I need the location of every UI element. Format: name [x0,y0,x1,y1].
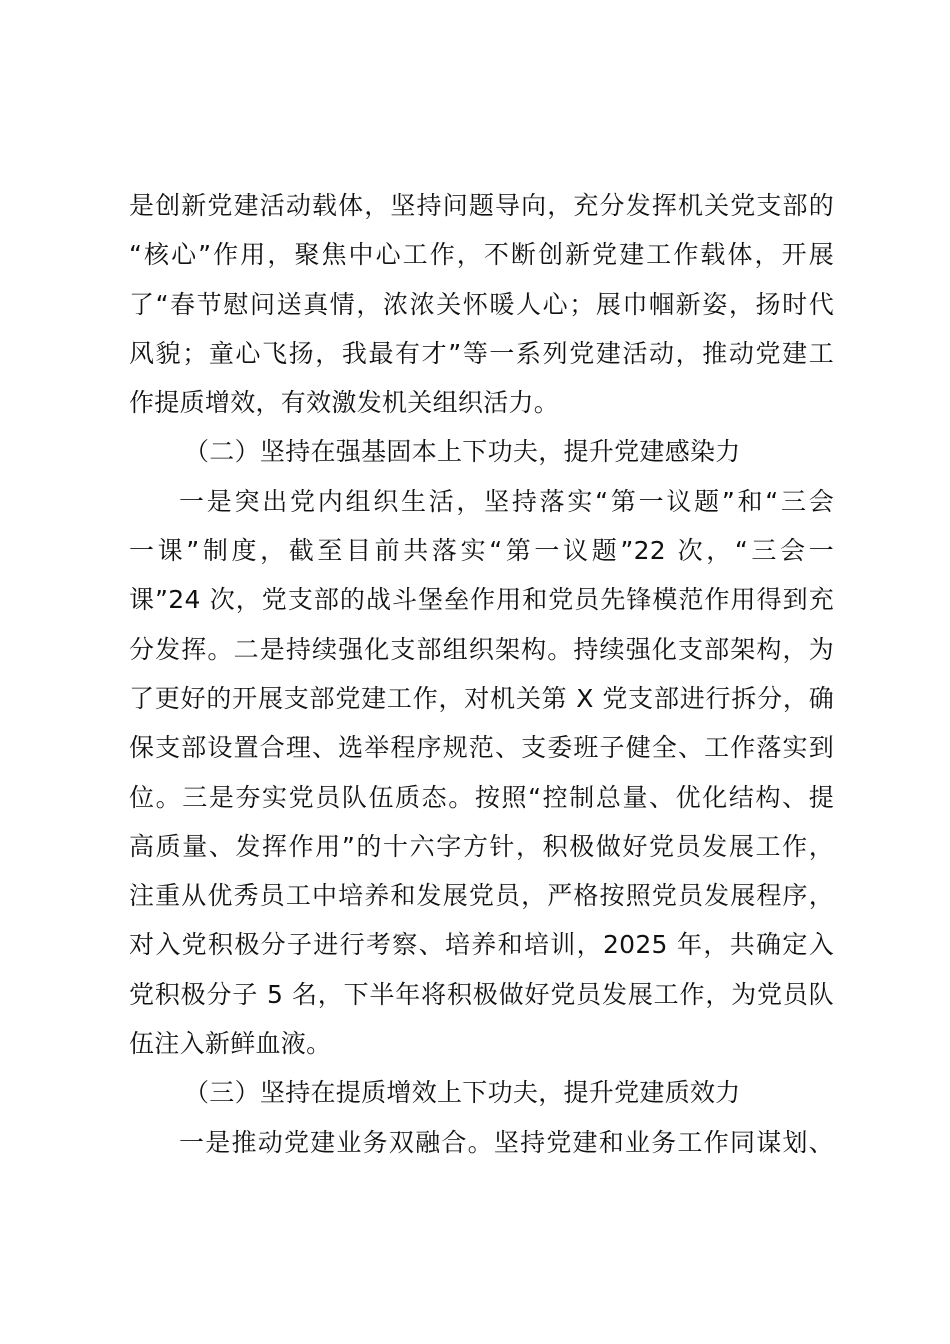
section-heading: （三）坚持在提质增效上下功夫，提升党建质效力 [184,1078,741,1108]
text-line: 分发挥。二是持续强化支部组织架构。持续强化支部架构，为 [129,634,834,664]
text-line: 高质量、发挥作用”的十六字方针，积极做好党员发展工作， [129,831,834,861]
text-line: 课”24 次，党支部的战斗堡垒作用和党员先锋模范作用得到充 [129,585,834,615]
section-heading: （二）坚持在强基固本上下功夫，提升党建感染力 [184,437,741,467]
text-line: 作提质增效，有效激发机关组织活力。 [129,388,560,418]
text-line: 伍注入新鲜血液。 [129,1029,332,1059]
text-line: “核心”作用，聚焦中心工作，不断创新党建工作载体，开展 [129,240,834,270]
text-line: 风貌；童心飞扬，我最有才”等一系列党建活动，推动党建工 [129,338,834,368]
text-line: 保支部设置合理、选举程序规范、支委班子健全、工作落实到 [129,733,834,763]
text-line: 党积极分子 5 名，下半年将积极做好党员发展工作，为党员队 [129,979,834,1009]
text-line: 一是推动党建业务双融合。坚持党建和业务工作同谋划、 [179,1127,834,1157]
text-line: 一课”制度，截至目前共落实“第一议题”22 次，“三会一 [129,536,834,566]
text-line: 对入党积极分子进行考察、培养和培训，2025 年，共确定入 [129,930,834,960]
text-line: 了更好的开展支部党建工作，对机关第 X 党支部进行拆分，确 [129,683,834,713]
body-text [129,181,834,1167]
text-line: 一是突出党内组织生活，坚持落实“第一议题”和“三会 [179,486,834,516]
text-line: 位。三是夯实党员队伍质态。按照“控制总量、优化结构、提 [129,782,834,812]
text-line: 注重从优秀员工中培养和发展党员，严格按照党员发展程序， [129,881,834,911]
text-line: 了“春节慰问送真情，浓浓关怀暖人心；展巾帼新姿，扬时代 [129,289,834,319]
text-line: 是创新党建活动载体，坚持问题导向，充分发挥机关党支部的 [129,191,834,220]
